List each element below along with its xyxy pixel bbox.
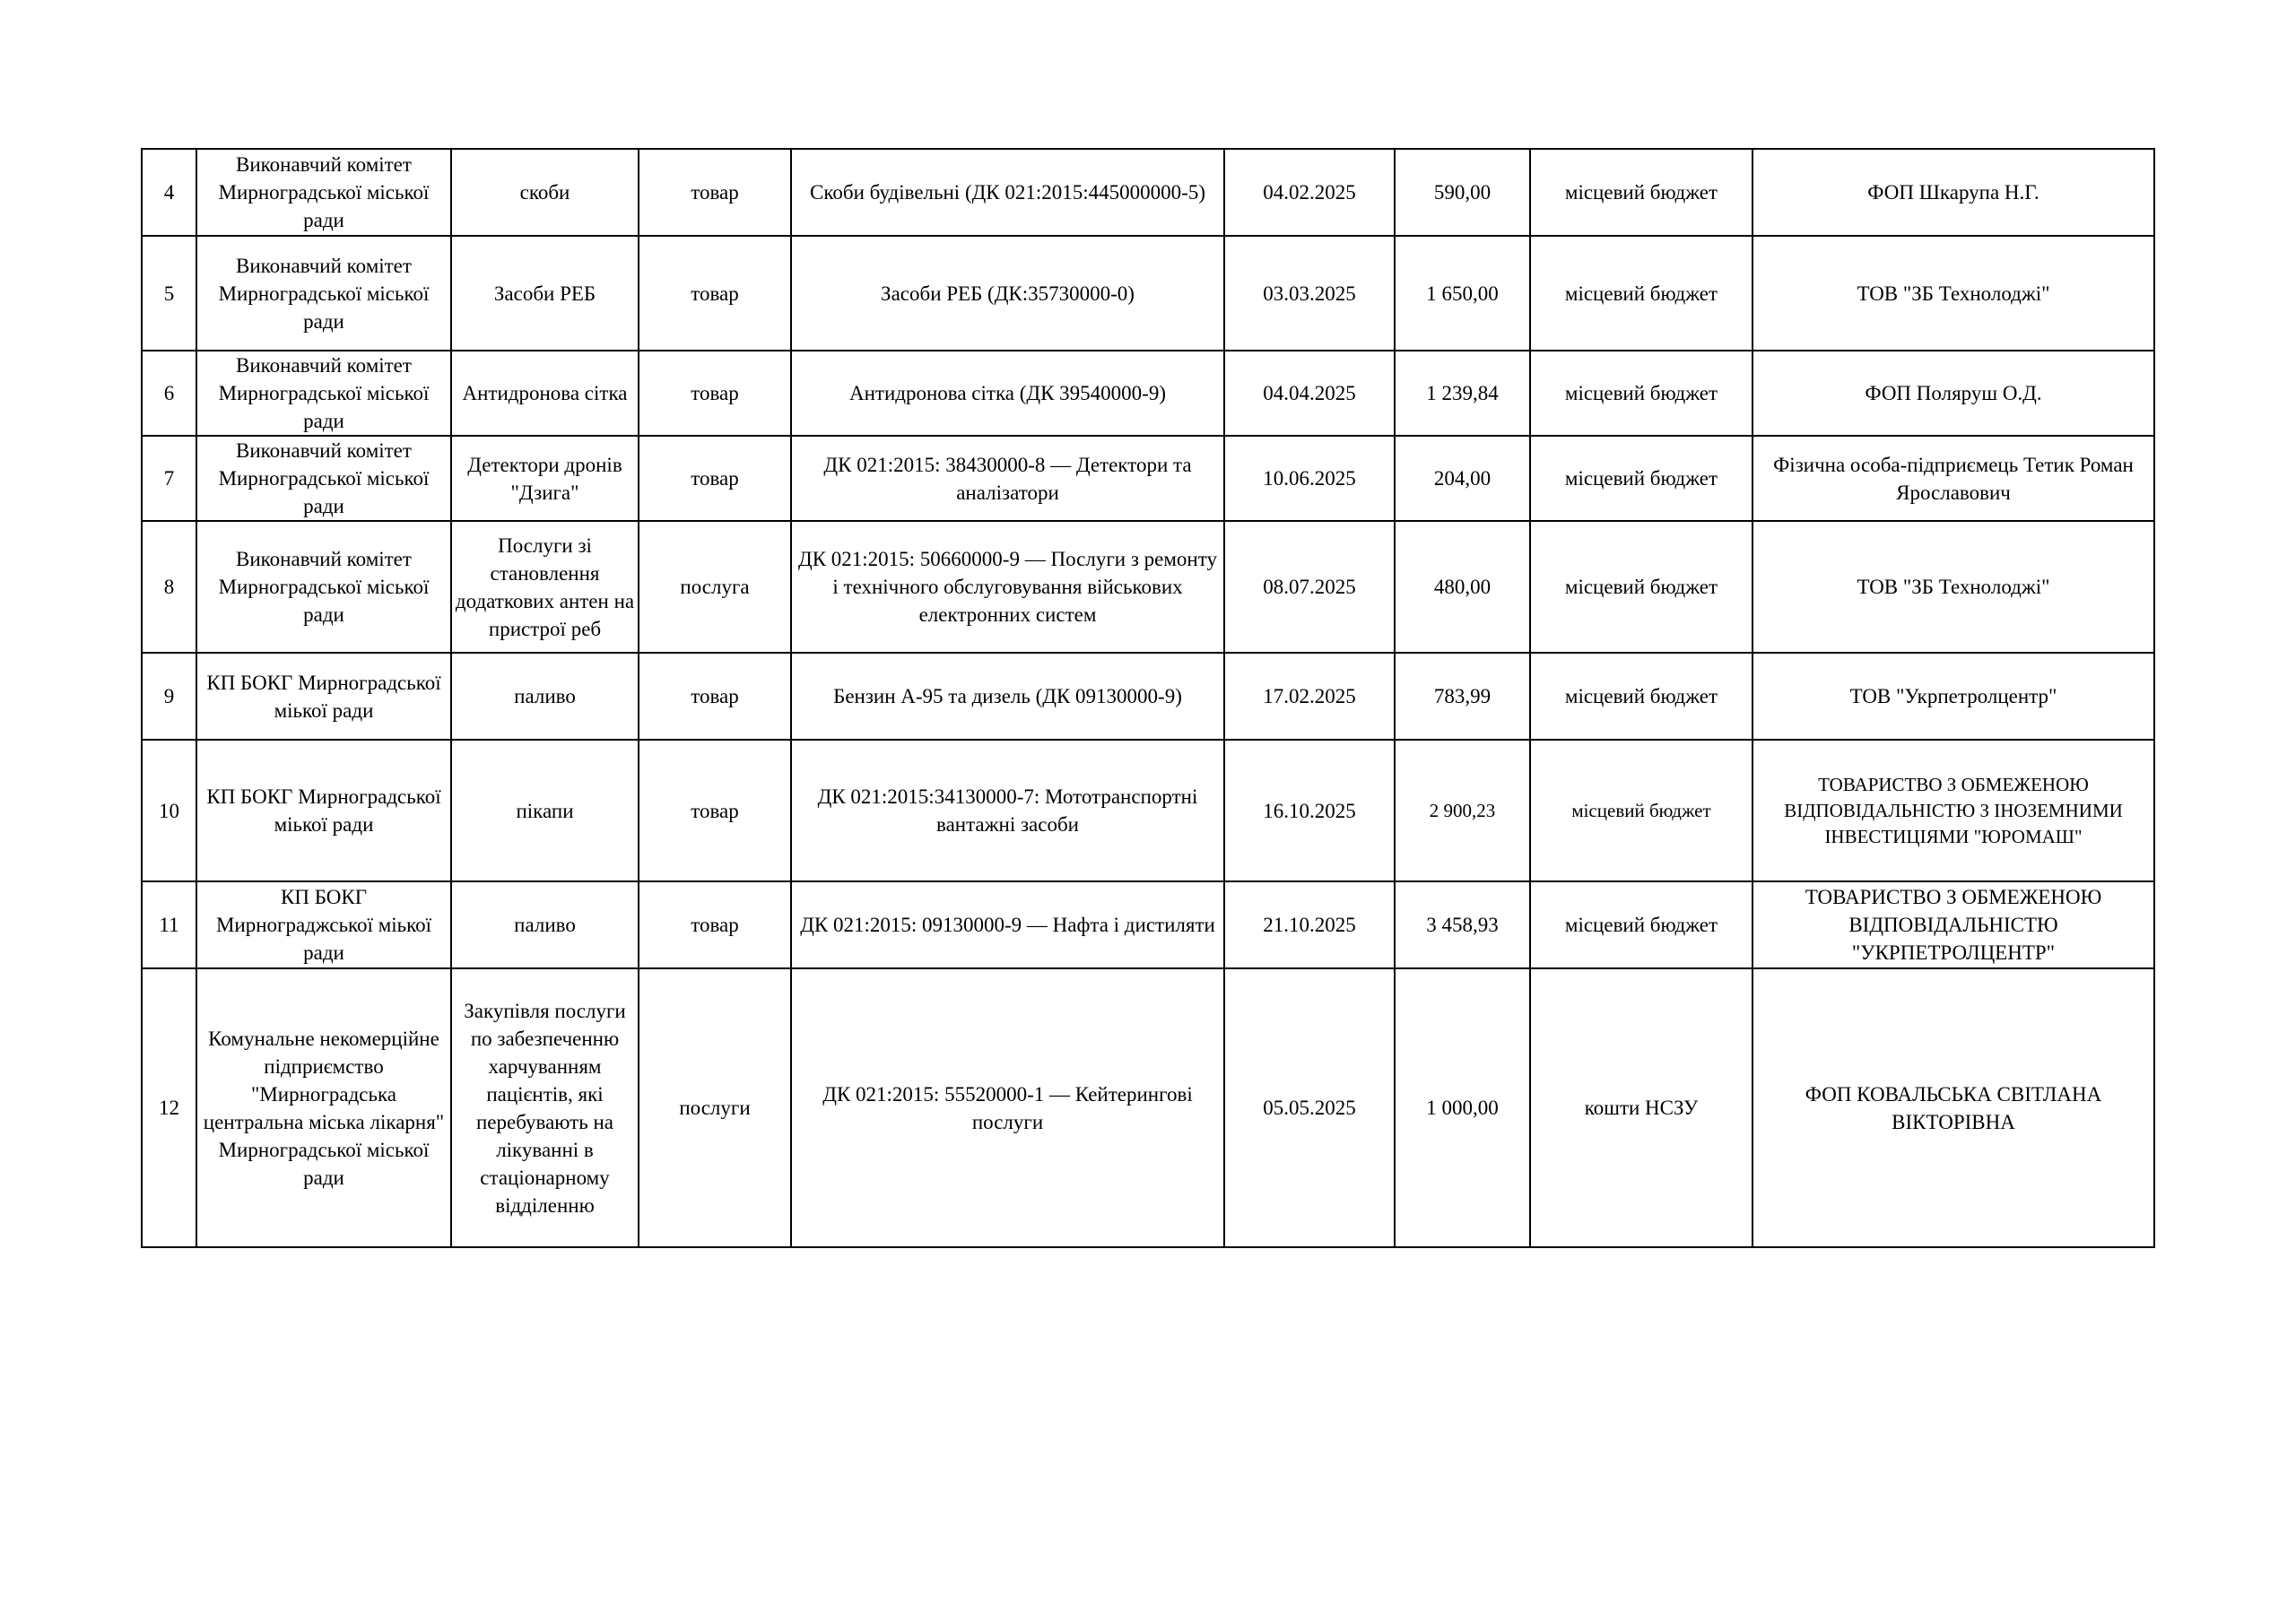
customer-cell: КП БОКГ Мирноградської міької ради xyxy=(196,653,451,740)
amount-cell: 1 239,84 xyxy=(1395,351,1530,436)
amount-cell: 480,00 xyxy=(1395,521,1530,653)
dk-code-cell: ДК 021:2015: 38430000-8 — Детектори та аналізатори xyxy=(791,436,1224,521)
subject-cell: Засоби РЕБ xyxy=(451,236,639,351)
type-cell: товар xyxy=(639,149,791,236)
dk-code-cell: Антидронова сітка (ДК 39540000-9) xyxy=(791,351,1224,436)
funding-source-cell: місцевий бюджет xyxy=(1530,351,1752,436)
amount-cell: 204,00 xyxy=(1395,436,1530,521)
table-row xyxy=(142,653,2154,740)
type-cell: послуги xyxy=(639,968,791,1247)
supplier-cell: ТОВАРИСТВО З ОБМЕЖЕНОЮ ВІДПОВІДАЛЬНІСТЮ З ІНОЗЕМНИМИ ІНВЕСТИЦІЯМИ "ЮРОМАШ" xyxy=(1752,740,2154,881)
type-cell: товар xyxy=(639,236,791,351)
funding-source-cell: місцевий бюджет xyxy=(1530,740,1752,881)
dk-code-cell: ДК 021:2015: 09130000-9 — Нафта і дистиляти xyxy=(791,881,1224,968)
table-row xyxy=(142,351,2154,436)
customer-cell: Виконавчий комітет Мирноградської міської ради xyxy=(196,521,451,653)
supplier-cell: ТОВАРИСТВО З ОБМЕЖЕНОЮ ВІДПОВІДАЛЬНІСТЮ "УКРПЕТРОЛЦЕНТР" xyxy=(1752,881,2154,968)
row-number: 7 xyxy=(142,436,196,521)
date-cell: 16.10.2025 xyxy=(1224,740,1395,881)
subject-cell: Детектори дронів "Дзига" xyxy=(451,436,639,521)
subject-cell: пікапи xyxy=(451,740,639,881)
date-cell: 04.02.2025 xyxy=(1224,149,1395,236)
supplier-cell: ТОВ "ЗБ Технолоджі" xyxy=(1752,521,2154,653)
date-cell: 04.04.2025 xyxy=(1224,351,1395,436)
subject-cell: паливо xyxy=(451,653,639,740)
amount-cell: 2 900,23 xyxy=(1395,740,1530,881)
customer-cell: Виконавчий комітет Мирноградської міської ради xyxy=(196,351,451,436)
amount-cell: 783,99 xyxy=(1395,653,1530,740)
subject-cell: Антидронова сітка xyxy=(451,351,639,436)
type-cell: товар xyxy=(639,436,791,521)
date-cell: 10.06.2025 xyxy=(1224,436,1395,521)
amount-cell: 590,00 xyxy=(1395,149,1530,236)
date-cell: 17.02.2025 xyxy=(1224,653,1395,740)
date-cell: 03.03.2025 xyxy=(1224,236,1395,351)
supplier-cell: ФОП Поляруш О.Д. xyxy=(1752,351,2154,436)
row-number: 4 xyxy=(142,149,196,236)
procurement-table-body xyxy=(142,149,2154,1247)
type-cell: послуга xyxy=(639,521,791,653)
table-row xyxy=(142,968,2154,1247)
row-number: 6 xyxy=(142,351,196,436)
dk-code-cell: Скоби будівельні (ДК 021:2015:445000000-5) xyxy=(791,149,1224,236)
table-row xyxy=(142,236,2154,351)
type-cell: товар xyxy=(639,881,791,968)
customer-cell: КП БОКГ Мирноградської міької ради xyxy=(196,740,451,881)
funding-source-cell: місцевий бюджет xyxy=(1530,149,1752,236)
row-number: 8 xyxy=(142,521,196,653)
date-cell: 21.10.2025 xyxy=(1224,881,1395,968)
customer-cell: Комунальне некомерційне підприємство "Мирноградська центральна міська лікарня" Мирноградської міської ради xyxy=(196,968,451,1247)
dk-code-cell: Засоби РЕБ (ДК:35730000-0) xyxy=(791,236,1224,351)
amount-cell: 3 458,93 xyxy=(1395,881,1530,968)
funding-source-cell: місцевий бюджет xyxy=(1530,521,1752,653)
amount-cell: 1 000,00 xyxy=(1395,968,1530,1247)
customer-cell: Виконавчий комітет Мирноградської міської ради xyxy=(196,236,451,351)
funding-source-cell: місцевий бюджет xyxy=(1530,236,1752,351)
procurement-table xyxy=(141,148,2155,1248)
dk-code-cell: Бензин А-95 та дизель (ДК 09130000-9) xyxy=(791,653,1224,740)
funding-source-cell: місцевий бюджет xyxy=(1530,653,1752,740)
funding-source-cell: місцевий бюджет xyxy=(1530,881,1752,968)
amount-cell: 1 650,00 xyxy=(1395,236,1530,351)
row-number: 11 xyxy=(142,881,196,968)
type-cell: товар xyxy=(639,351,791,436)
row-number: 12 xyxy=(142,968,196,1247)
subject-cell: скоби xyxy=(451,149,639,236)
table-row xyxy=(142,149,2154,236)
type-cell: товар xyxy=(639,740,791,881)
supplier-cell: ТОВ "ЗБ Технолоджі" xyxy=(1752,236,2154,351)
table-row xyxy=(142,740,2154,881)
date-cell: 05.05.2025 xyxy=(1224,968,1395,1247)
supplier-cell: ТОВ "Укрпетролцентр" xyxy=(1752,653,2154,740)
dk-code-cell: ДК 021:2015: 55520000-1 — Кейтерингові послуги xyxy=(791,968,1224,1247)
subject-cell: Послуги зі становлення додаткових антен на пристрої реб xyxy=(451,521,639,653)
table-row xyxy=(142,521,2154,653)
row-number: 10 xyxy=(142,740,196,881)
table-row xyxy=(142,436,2154,521)
subject-cell: Закупівля послуги по забезпеченню харчуванням пацієнтів, які перебувають на лікуванні в стаціонарному відділенню xyxy=(451,968,639,1247)
row-number: 9 xyxy=(142,653,196,740)
supplier-cell: ФОП КОВАЛЬСЬКА СВІТЛАНА ВІКТОРІВНА xyxy=(1752,968,2154,1247)
date-cell: 08.07.2025 xyxy=(1224,521,1395,653)
subject-cell: паливо xyxy=(451,881,639,968)
funding-source-cell: місцевий бюджет xyxy=(1530,436,1752,521)
supplier-cell: ФОП Шкарупа Н.Г. xyxy=(1752,149,2154,236)
table-row xyxy=(142,881,2154,968)
supplier-cell: Фізична особа-підприємець Тетик Роман Ярославович xyxy=(1752,436,2154,521)
dk-code-cell: ДК 021:2015: 50660000-9 — Послуги з ремонту і технічного обслуговування військових електронних систем xyxy=(791,521,1224,653)
type-cell: товар xyxy=(639,653,791,740)
funding-source-cell: кошти НСЗУ xyxy=(1530,968,1752,1247)
customer-cell: Виконавчий комітет Мирноградської міської ради xyxy=(196,436,451,521)
row-number: 5 xyxy=(142,236,196,351)
customer-cell: Виконавчий комітет Мирноградської міської ради xyxy=(196,149,451,236)
dk-code-cell: ДК 021:2015:34130000-7: Мототранспортні вантажні засоби xyxy=(791,740,1224,881)
customer-cell: КП БОКГ Мирнограджської міької ради xyxy=(196,881,451,968)
